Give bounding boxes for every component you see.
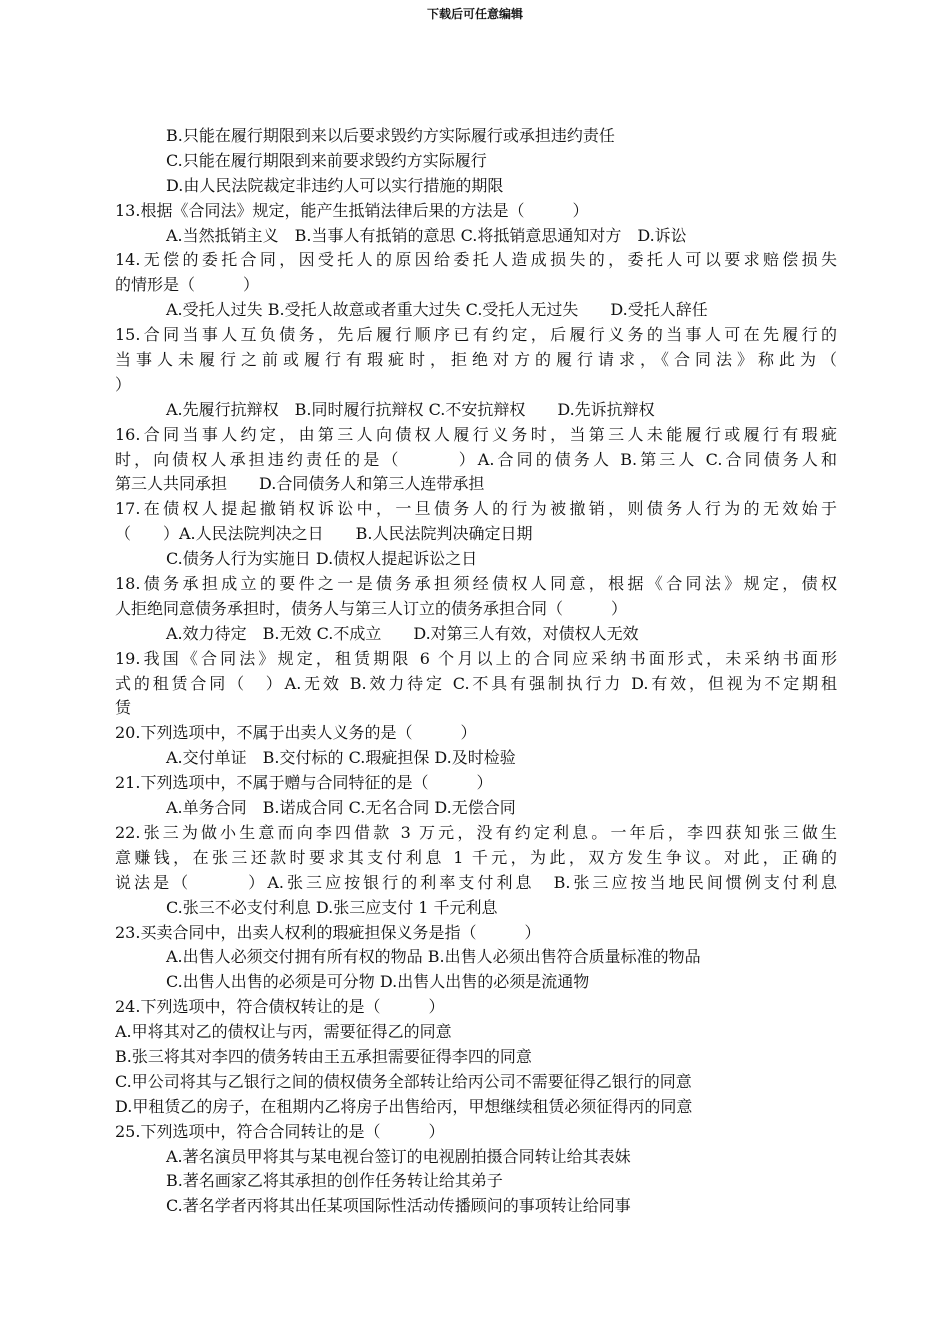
text-line: C.出售人出售的必须是可分物 D.出售人出售的必须是流通物 (166, 972, 590, 992)
text-line: 说法是（ ）A.张三应按银行的利率支付利息 B.张三应按当地民间惯例支付利息 (115, 872, 837, 892)
text-line: A.效力待定 B.无效 C.不成立 D.对第三人有效，对债权人无效 (166, 623, 639, 643)
text-line: 25.下列选项中，符合合同转让的是（ ） (115, 1121, 445, 1141)
text-line: C.债务人行为实施日 D.债权人提起诉讼之日 (166, 549, 478, 569)
text-line: A.著名演员甲将其与某电视台签订的电视剧拍摄合同转让给其表妹 (166, 1146, 631, 1166)
page-header: 下载后可任意编辑 (426, 7, 523, 21)
text-line: 23.买卖合同中，出卖人权利的瑕疵担保义务是指（ ） (115, 922, 541, 942)
text-line: 人拒绝同意债务承担时，债务人与第三人订立的债务承担合同（ ） (115, 598, 628, 618)
text-line: 24.下列选项中，符合债权转让的是（ ） (115, 997, 445, 1017)
text-line: 17.在债权人提起撤销权诉讼中，一旦债务人的行为被撤销，则债务人行为的无效始于 (115, 499, 837, 519)
text-line: 13.根据《合同法》规定，能产生抵销法律后果的方法是（ ） (115, 200, 589, 220)
text-line: 16.合同当事人约定，由第三人向债权人履行义务时，当第三人未能履行或履行有瑕疵 (115, 424, 837, 444)
text-line: C.只能在履行期限到来前要求毁约方实际履行 (166, 150, 487, 170)
text-line: ） (115, 374, 132, 394)
text-line: 意赚钱，在张三还款时要求其支付利息 1 千元，为此，双方发生争议。对此，正确的 (115, 847, 837, 867)
text-line: 14.无偿的委托合同，因受托人的原因给委托人造成损失的，委托人可以要求赔偿损失 (115, 250, 837, 270)
text-line: 18.债务承担成立的要件之一是债务承担须经债权人同意，根据《合同法》规定，债权 (115, 574, 837, 594)
text-line: C.著名学者丙将其出任某项国际性活动传播顾问的事项转让给同事 (166, 1196, 631, 1216)
text-line: 的情形是（ ） (115, 275, 260, 295)
text-line: A.先履行抗辩权 B.同时履行抗辩权 C.不安抗辩权 D.先诉抗辩权 (166, 399, 655, 419)
text-line: B.只能在履行期限到来以后要求毁约方实际履行或承担违约责任 (166, 126, 615, 145)
text-line: 15.合同当事人互负债务，先后履行顺序已有约定，后履行义务的当事人可在先履行的 (115, 325, 837, 345)
text-line: B.著名画家乙将其承担的创作任务转让给其弟子 (166, 1171, 503, 1191)
text-line: 赁 (115, 698, 132, 718)
text-line: 当事人未履行之前或履行有瑕疵时，拒绝对方的履行请求，《合同法》称此为（ (115, 350, 837, 370)
text-line: 第三人共同承担 D.合同债务人和第三人连带承担 (115, 474, 485, 494)
text-line: 式的租赁合同（ ）A.无效 B.效力待定 C.不具有强制执行力 D.有效，但视为不定期租 (115, 673, 837, 693)
text-line: A.交付单证 B.交付标的 C.瑕疵担保 D.及时检验 (166, 748, 516, 768)
text-line: A.受托人过失 B.受托人故意或者重大过失 C.受托人无过失 D.受托人辞任 (166, 300, 708, 320)
document-body (115, 124, 837, 1219)
text-line: 19.我国《合同法》规定，租赁期限 6 个月以上的合同应采纳书面形式，未采纳书面形 (115, 648, 837, 668)
text-line: 21.下列选项中，不属于赠与合同特征的是（ ） (115, 773, 493, 793)
text-line: A.甲将其对乙的债权让与丙，需要征得乙的同意 (115, 1022, 452, 1042)
text-line: C.甲公司将其与乙银行之间的债权债务全部转让给丙公司不需要征得乙银行的同意 (115, 1071, 692, 1091)
text-line: 时，向债权人承担违约责任的是（ ）A.合同的债务人 B.第三人 C.合同债务人和 (115, 449, 837, 469)
text-line: A.单务合同 B.诺成合同 C.无名合同 D.无偿合同 (166, 798, 516, 818)
text-line: A.出售人必须交付拥有所有权的物品 B.出售人必须出售符合质量标准的物品 (166, 947, 701, 967)
text-line: A.当然抵销主义 B.当事人有抵销的意思 C.将抵销意思通知对方 D.诉讼 (166, 225, 687, 245)
text-line: （ ）A.人民法院判决之日 B.人民法院判决确定日期 (115, 524, 533, 544)
text-line: D.甲租赁乙的房子，在租期内乙将房子出售给丙，甲想继续租赁必须征得丙的同意 (115, 1096, 693, 1116)
text-line: C.张三不必支付利息 D.张三应支付 1 千元利息 (166, 897, 498, 917)
text-line: D.由人民法院裁定非违约人可以实行措施的期限 (166, 175, 504, 195)
text-line: 22.张三为做小生意而向李四借款 3 万元，没有约定利息。一年后，李四获知张三做生 (115, 822, 837, 842)
text-line: B.张三将其对李四的债务转由王五承担需要征得李四的同意 (115, 1046, 532, 1066)
text-line: 20.下列选项中，不属于出卖人义务的是（ ） (115, 723, 477, 743)
